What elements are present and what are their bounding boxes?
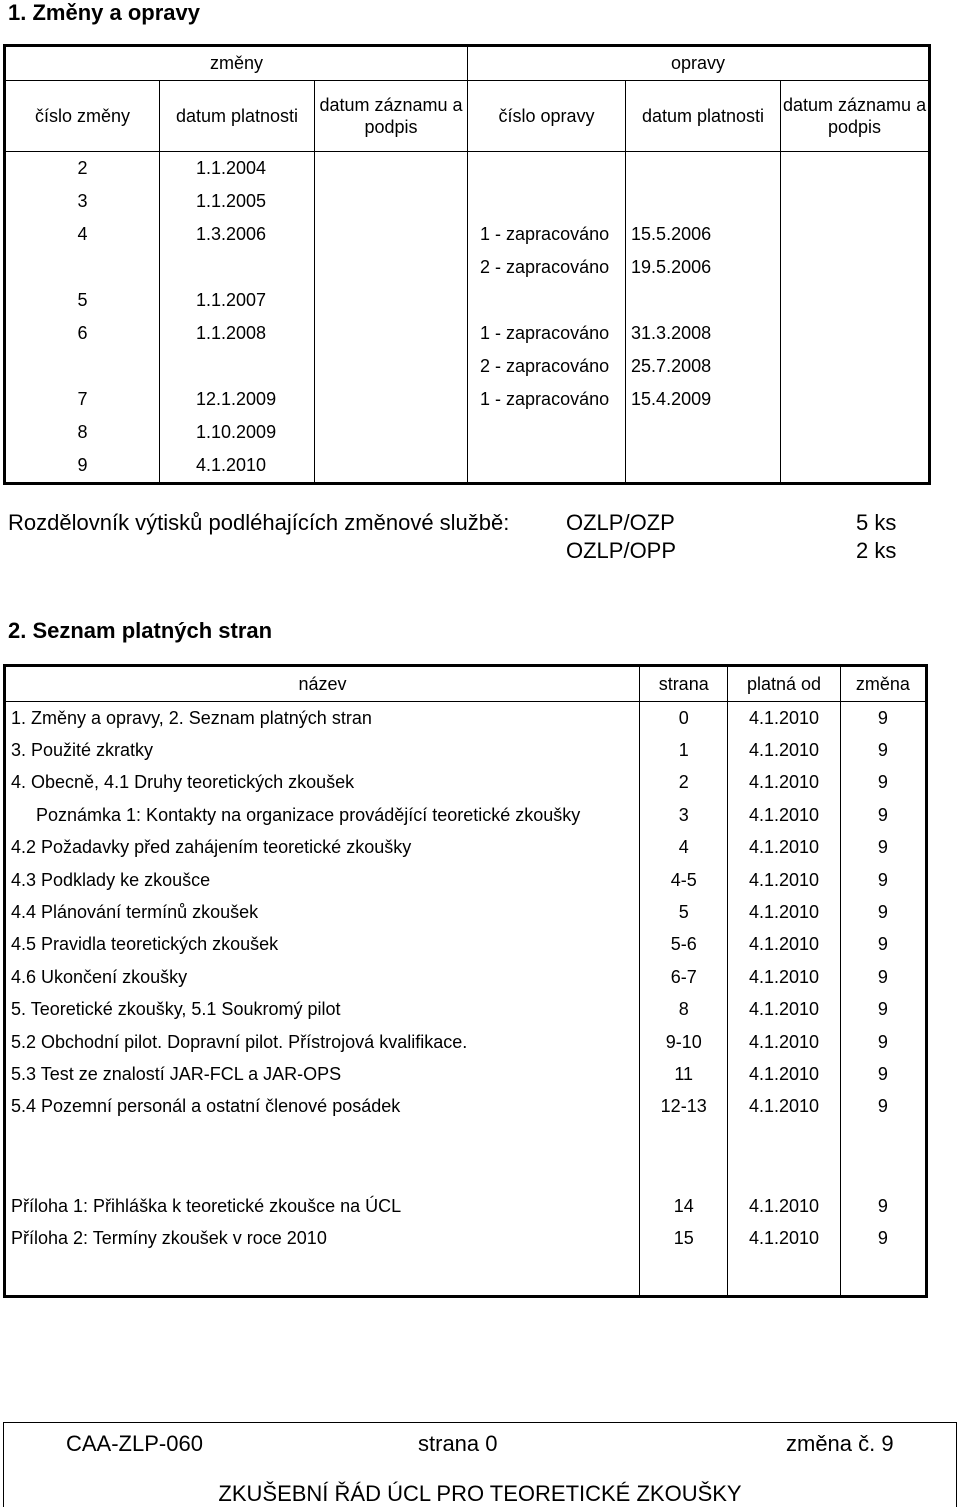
page-row-page: 11	[640, 1058, 728, 1090]
page-footer	[3, 1422, 957, 1507]
change-row	[5, 383, 930, 416]
page-row-name: 5. Teoretické zkoušky, 5.1 Soukromý pilot	[11, 999, 341, 1020]
correction-valid: 25.7.2008	[626, 350, 781, 383]
changes-table-body	[5, 152, 930, 484]
blank-cell	[840, 1123, 926, 1190]
page-row-name: 4.6 Ukončení zkoušky	[11, 966, 188, 987]
col-change-record: datum záznamu a podpis	[315, 81, 468, 152]
blank-row	[5, 1255, 927, 1297]
correction-no: 2 - zapracováno	[480, 356, 610, 376]
page-row	[5, 1091, 927, 1123]
page-row-change: 9	[840, 799, 926, 831]
blank-cell	[640, 1123, 728, 1190]
page-row	[5, 1222, 927, 1254]
valid-pages-header-row	[5, 666, 927, 702]
distribution-qty-1: 5 ks	[856, 510, 897, 535]
col-page: strana	[640, 666, 728, 702]
page-row-page: 5	[640, 896, 728, 928]
page-row-name: 4.5 Pravidla teoretických zkoušek	[11, 934, 279, 955]
change-no: 2	[77, 158, 88, 178]
col-change: změna	[840, 666, 926, 702]
col-corr-record: datum záznamu a podpis	[781, 81, 930, 152]
change-valid: 1.1.2007	[160, 284, 315, 317]
page-row-page: 3	[640, 799, 728, 831]
page-row-page: 8	[640, 994, 728, 1026]
page-row	[5, 864, 927, 896]
change-valid: 1.10.2009	[160, 416, 315, 449]
page-row-name: Příloha 1: Přihláška k teoretické zkoušce na ÚCL	[11, 1195, 402, 1216]
blank-cell	[728, 1123, 840, 1190]
change-row	[5, 152, 930, 186]
change-row	[5, 185, 930, 218]
corrections-group-header: opravy	[671, 53, 726, 73]
change-row	[5, 350, 930, 383]
changes-table	[3, 44, 931, 485]
change-record	[315, 317, 468, 350]
correction-valid	[626, 152, 781, 186]
correction-no	[468, 284, 626, 317]
page-row-change: 9	[840, 1058, 926, 1090]
change-valid	[160, 350, 315, 383]
page-row-name: 5.4 Pozemní personál a ostatní členové posádek	[11, 1096, 401, 1117]
col-name: název	[5, 666, 640, 702]
correction-valid: 19.5.2006	[626, 251, 781, 284]
page-row-valid: 4.1.2010	[728, 1058, 840, 1090]
change-no: 6	[77, 323, 88, 343]
page-row-change: 9	[840, 1222, 926, 1254]
correction-no: 1 - zapracováno	[480, 224, 610, 244]
correction-no	[468, 416, 626, 449]
change-valid: 1.3.2006	[160, 218, 315, 251]
page-row-name: 4.3 Podklady ke zkoušce	[11, 869, 211, 890]
correction-valid	[626, 185, 781, 218]
footer-change: změna č. 9	[786, 1431, 894, 1456]
col-corr-valid: datum platnosti	[626, 81, 781, 152]
page-row	[5, 734, 927, 766]
correction-valid: 15.4.2009	[626, 383, 781, 416]
changes-group-header: změny	[5, 46, 468, 81]
change-no	[5, 350, 160, 383]
correction-valid	[626, 449, 781, 484]
page-row-change: 9	[840, 1190, 926, 1222]
change-record	[315, 152, 468, 186]
page-row-valid: 4.1.2010	[728, 864, 840, 896]
page-row-change: 9	[840, 832, 926, 864]
correction-no: 1 - zapracováno	[480, 389, 610, 409]
page-row-name: 4. Obecně, 4.1 Druhy teoretických zkoušek	[11, 772, 355, 793]
page-row-change: 9	[840, 734, 926, 766]
distribution-label: Rozdělovník výtisků podléhajících změnové službě:	[8, 510, 510, 535]
change-no: 5	[77, 290, 88, 310]
page-row	[5, 799, 927, 831]
correction-no	[468, 449, 626, 484]
change-record	[315, 251, 468, 284]
distribution-qty-2: 2 ks	[856, 538, 897, 563]
change-valid	[160, 251, 315, 284]
changes-column-header-row	[5, 81, 930, 152]
blank-cell	[5, 1255, 640, 1297]
page-row	[5, 961, 927, 993]
footer-title: ZKUŠEBNÍ ŘÁD ÚCL PRO TEORETICKÉ ZKOUŠKY	[218, 1481, 742, 1506]
correction-no: 2 - zapracováno	[480, 257, 610, 277]
footer-page: strana 0	[418, 1431, 498, 1456]
page-row-page: 0	[640, 702, 728, 735]
page-row-name: 4.4 Plánování termínů zkoušek	[11, 902, 259, 923]
change-valid: 1.1.2004	[160, 152, 315, 186]
page-row-valid: 4.1.2010	[728, 767, 840, 799]
page-row-change: 9	[840, 702, 926, 735]
page-row-name: 3. Použité zkratky	[11, 740, 154, 761]
page-row-valid: 4.1.2010	[728, 734, 840, 766]
page-row-page: 2	[640, 767, 728, 799]
page-row-valid: 4.1.2010	[728, 1222, 840, 1254]
page-row-valid: 4.1.2010	[728, 896, 840, 928]
page-row-valid: 4.1.2010	[728, 799, 840, 831]
change-record	[315, 416, 468, 449]
change-valid: 4.1.2010	[160, 449, 315, 484]
col-corr-no: číslo opravy	[468, 81, 626, 152]
correction-record	[781, 416, 930, 449]
correction-record	[781, 350, 930, 383]
change-no: 7	[77, 389, 88, 409]
page-row-page: 14	[640, 1190, 728, 1222]
footer-doc-code: CAA-ZLP-060	[66, 1431, 203, 1456]
page-row-change: 9	[840, 1091, 926, 1123]
col-valid: platná od	[728, 666, 840, 702]
blank-row	[5, 1123, 927, 1190]
change-record	[315, 185, 468, 218]
change-no: 3	[77, 191, 88, 211]
change-row	[5, 317, 930, 350]
page-row-valid: 4.1.2010	[728, 994, 840, 1026]
change-row	[5, 416, 930, 449]
page-row-change: 9	[840, 1026, 926, 1058]
correction-record	[781, 251, 930, 284]
change-record	[315, 383, 468, 416]
page-row	[5, 929, 927, 961]
correction-no	[468, 152, 626, 186]
page-row-change: 9	[840, 864, 926, 896]
change-row	[5, 218, 930, 251]
page-row-name: Příloha 2: Termíny zkoušek v roce 2010	[11, 1228, 327, 1249]
change-row	[5, 251, 930, 284]
page-row	[5, 1058, 927, 1090]
section-1-title: 1. Změny a opravy	[8, 0, 200, 25]
distribution-dept-1: OZLP/OZP	[566, 510, 675, 535]
blank-cell	[840, 1255, 926, 1297]
changes-group-header-row	[5, 46, 930, 81]
page-row-page: 4-5	[640, 864, 728, 896]
correction-record	[781, 284, 930, 317]
blank-cell	[5, 1123, 640, 1190]
page-row-valid: 4.1.2010	[728, 832, 840, 864]
page-row	[5, 1026, 927, 1058]
page-row-name: 5.3 Test ze znalostí JAR-FCL a JAR-OPS	[11, 1063, 342, 1084]
valid-pages-table	[3, 664, 928, 1298]
page-row-change: 9	[840, 961, 926, 993]
page-row-page: 9-10	[640, 1026, 728, 1058]
correction-valid: 31.3.2008	[626, 317, 781, 350]
change-record	[315, 284, 468, 317]
page-row-name: 4.2 Požadavky před zahájením teoretické zkoušky	[11, 837, 412, 858]
page-row	[5, 896, 927, 928]
correction-valid: 15.5.2006	[626, 218, 781, 251]
page-row-name: Poznámka 1: Kontakty na organizace provádějící teoretické zkoušky	[36, 804, 581, 825]
change-record	[315, 218, 468, 251]
change-no	[5, 251, 160, 284]
change-row	[5, 284, 930, 317]
col-change-valid: datum platnosti	[160, 81, 315, 152]
correction-record	[781, 218, 930, 251]
correction-record	[781, 449, 930, 484]
page-row-change: 9	[840, 994, 926, 1026]
page-row-page: 5-6	[640, 929, 728, 961]
correction-record	[781, 317, 930, 350]
distribution-dept-2: OZLP/OPP	[566, 538, 677, 563]
page-row-valid: 4.1.2010	[728, 929, 840, 961]
correction-no	[468, 185, 626, 218]
change-no: 9	[77, 455, 88, 475]
correction-valid	[626, 284, 781, 317]
change-no: 4	[77, 224, 88, 244]
correction-record	[781, 383, 930, 416]
page-row-page: 12-13	[640, 1091, 728, 1123]
change-valid: 1.1.2008	[160, 317, 315, 350]
col-change-no: číslo změny	[5, 81, 160, 152]
change-valid: 12.1.2009	[160, 383, 315, 416]
change-record	[315, 449, 468, 484]
correction-no: 1 - zapracováno	[480, 323, 610, 343]
blank-cell	[728, 1255, 840, 1297]
valid-pages-body	[5, 702, 927, 1297]
page-row-page: 1	[640, 734, 728, 766]
page-row	[5, 702, 927, 735]
page-row-valid: 4.1.2010	[728, 961, 840, 993]
page-row	[5, 994, 927, 1026]
page-row-name: 5.2 Obchodní pilot. Dopravní pilot. Přístrojová kvalifikace.	[11, 1031, 468, 1052]
page-row-valid: 4.1.2010	[728, 1026, 840, 1058]
page-row	[5, 1190, 927, 1222]
page-row-valid: 4.1.2010	[728, 1190, 840, 1222]
page-row	[5, 767, 927, 799]
correction-valid	[626, 416, 781, 449]
page-row-change: 9	[840, 929, 926, 961]
change-record	[315, 350, 468, 383]
change-valid: 1.1.2005	[160, 185, 315, 218]
page-row-name: 1. Změny a opravy, 2. Seznam platných stran	[11, 707, 372, 728]
page-row	[5, 832, 927, 864]
page-row-valid: 4.1.2010	[728, 1091, 840, 1123]
page-row-page: 15	[640, 1222, 728, 1254]
page-row-page: 4	[640, 832, 728, 864]
page-row-change: 9	[840, 896, 926, 928]
change-no: 8	[77, 422, 88, 442]
section-2-title: 2. Seznam platných stran	[8, 618, 273, 643]
page-row-page: 6-7	[640, 961, 728, 993]
correction-record	[781, 152, 930, 186]
change-row	[5, 449, 930, 484]
correction-record	[781, 185, 930, 218]
page-row-valid: 4.1.2010	[728, 702, 840, 735]
page-row-change: 9	[840, 767, 926, 799]
blank-cell	[640, 1255, 728, 1297]
